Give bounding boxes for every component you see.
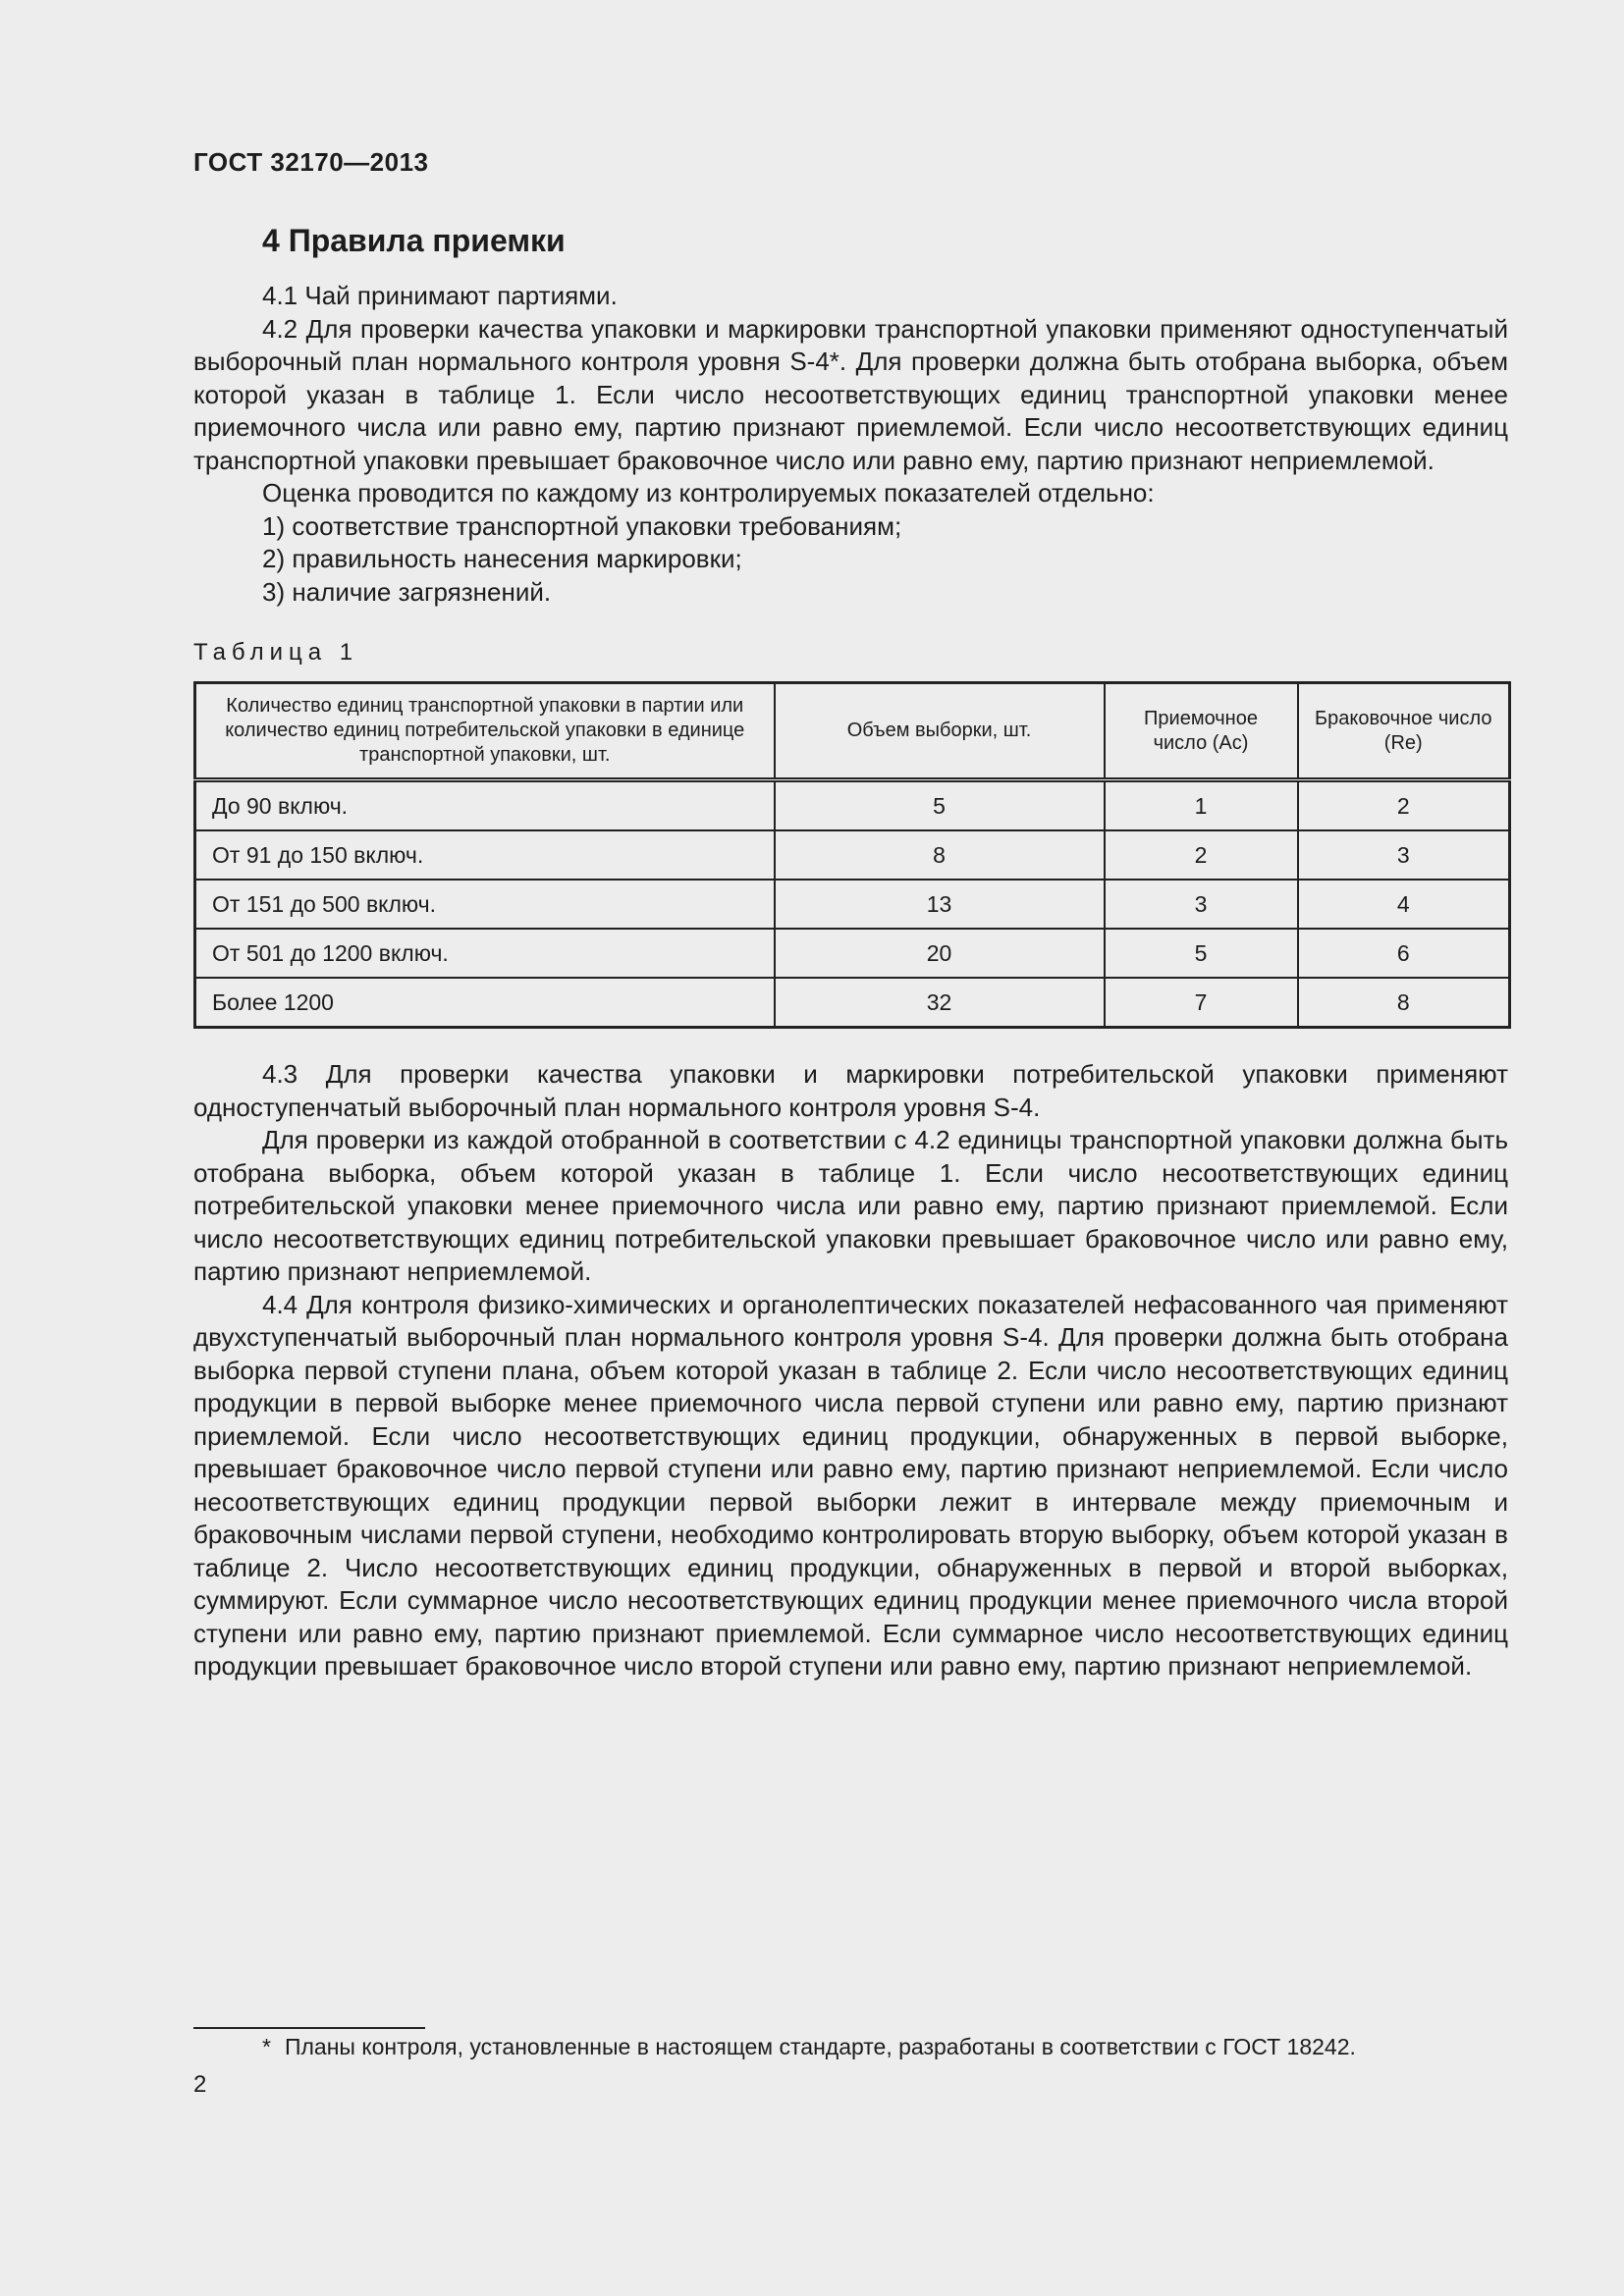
table-header-row — [195, 683, 1510, 780]
header-rejection-number: Браковочное число (Re) — [1298, 683, 1510, 780]
cell-acceptance-number: 1 — [1105, 780, 1298, 831]
list-item-3: 3) наличие загрязнений. — [262, 576, 552, 607]
cell-lot-range: Более 1200 — [195, 978, 775, 1028]
cell-rejection-number: 6 — [1298, 929, 1510, 978]
footnote-divider — [193, 2027, 425, 2029]
paragraph-4-4: 4.4 Для контроля физико-химических и органолептических показателей нефасованного чая применяют двухступенчатый выборочный план нормального контроля уровня S-4. Для проверки должна быть отобрана выборка первой ступени плана, объем которой указан в таблице 2. Если число несоответствующих единиц продукции в первой выборке менее приемочного числа первой ступени или равно ему, партию признают приемлемой. Если число несоответствующих единиц продукции, обнаруженных в первой выборке, превышает браковочное число первой ступени или равно ему, партию признают неприемлемой. Если число несоответствующих единиц продукции первой выборки лежит в интервале между приемочным и браковочным числами первой ступени, необходимо контролировать вторую выборку, объем которой указан в таблице 2. Число несоответствующих единиц продукции, обнаруженных в первой и второй выборках, суммируют. Если суммарное число несоответствующих единиц продукции менее приемочного числа второй ступени или равно ему, партию признают приемлемой. Если суммарное число несоответствующих единиц продукции превышает браковочное число второй ступени или равно ему, партию признают неприемлемой. — [193, 1289, 1508, 1681]
header-lot-size: Количество единиц транспортной упаковки в партии или количество единиц потребительской упаковки в единице транспортной упаковки, шт. — [195, 683, 775, 780]
document-code: ГОСТ 32170—2013 — [193, 147, 429, 177]
paragraph-evaluation: Оценка проводится по каждому из контролируемых показателей отдельно: — [262, 478, 1155, 507]
cell-rejection-number: 3 — [1298, 830, 1510, 880]
paragraph-4-3: 4.3 Для проверки качества упаковки и маркировки потребительской упаковки применяют одноступенчатый выборочный план нормального контроля уровня S-4. — [193, 1059, 1508, 1122]
table-row — [195, 780, 1510, 831]
cell-lot-range: От 151 до 500 включ. — [195, 880, 775, 929]
cell-rejection-number: 4 — [1298, 880, 1510, 929]
cell-acceptance-number: 3 — [1105, 880, 1298, 929]
paragraph-4-2: 4.2 Для проверки качества упаковки и маркировки транспортной упаковки применяют одноступенчатый выборочный план нормального контроля уровня S-4*. Для проверки должна быть отобрана выборка, объем которой указан в таблице 1. Если число несоответствующих единиц транспортной упаковки менее приемочного числа или равно ему, партию признают приемлемой. Если число несоответствующих единиц транспортной упаковки превышает браковочное число или равно ему, партию признают неприемлемой. — [193, 313, 1508, 475]
footnote — [262, 2032, 1356, 2061]
table-row — [195, 830, 1510, 880]
footnote-text: Планы контроля, установленные в настоящем стандарте, разработаны в соответствии с ГОСТ 18242. — [284, 2034, 1356, 2059]
cell-sample-size: 13 — [775, 880, 1105, 929]
page-content — [193, 221, 1508, 1683]
cell-lot-range: От 91 до 150 включ. — [195, 830, 775, 880]
cell-sample-size: 20 — [775, 929, 1105, 978]
table-caption: Таблица 1 — [193, 639, 359, 666]
page-number: 2 — [193, 2071, 207, 2098]
header-sample-size: Объем выборки, шт. — [775, 683, 1105, 780]
paragraph-consumer-packaging: Для проверки из каждой отобранной в соответствии с 4.2 единицы транспортной упаковки должна быть отобрана выборка, объем которой указан в таблице 1. Если число несоответствующих единиц потребительской упаковки менее приемочного числа или равно ему, партию признают приемлемой. Если число несоответствующих единиц потребительской упаковки превышает браковочное число или равно ему, партию признают неприемлемой. — [193, 1125, 1508, 1286]
paragraph-4-1: 4.1 Чай принимают партиями. — [262, 281, 618, 310]
list-item-2: 2) правильность нанесения маркировки; — [262, 544, 742, 573]
cell-lot-range: До 90 включ. — [195, 780, 775, 831]
section-title: 4 Правила приемки — [262, 223, 566, 258]
cell-sample-size: 5 — [775, 780, 1105, 831]
table-row — [195, 929, 1510, 978]
header-acceptance-number: Приемочное число (Ас) — [1105, 683, 1298, 780]
cell-rejection-number: 8 — [1298, 978, 1510, 1028]
list-item-1: 1) соответствие транспортной упаковки требованиям; — [262, 510, 902, 541]
sampling-table — [193, 681, 1511, 1029]
cell-sample-size: 32 — [775, 978, 1105, 1028]
footnote-mark: * — [262, 2034, 271, 2059]
cell-lot-range: От 501 до 1200 включ. — [195, 929, 775, 978]
cell-sample-size: 8 — [775, 830, 1105, 880]
cell-acceptance-number: 5 — [1105, 929, 1298, 978]
cell-acceptance-number: 2 — [1105, 830, 1298, 880]
cell-rejection-number: 2 — [1298, 780, 1510, 831]
table-row — [195, 978, 1510, 1028]
cell-acceptance-number: 7 — [1105, 978, 1298, 1028]
table-row — [195, 880, 1510, 929]
